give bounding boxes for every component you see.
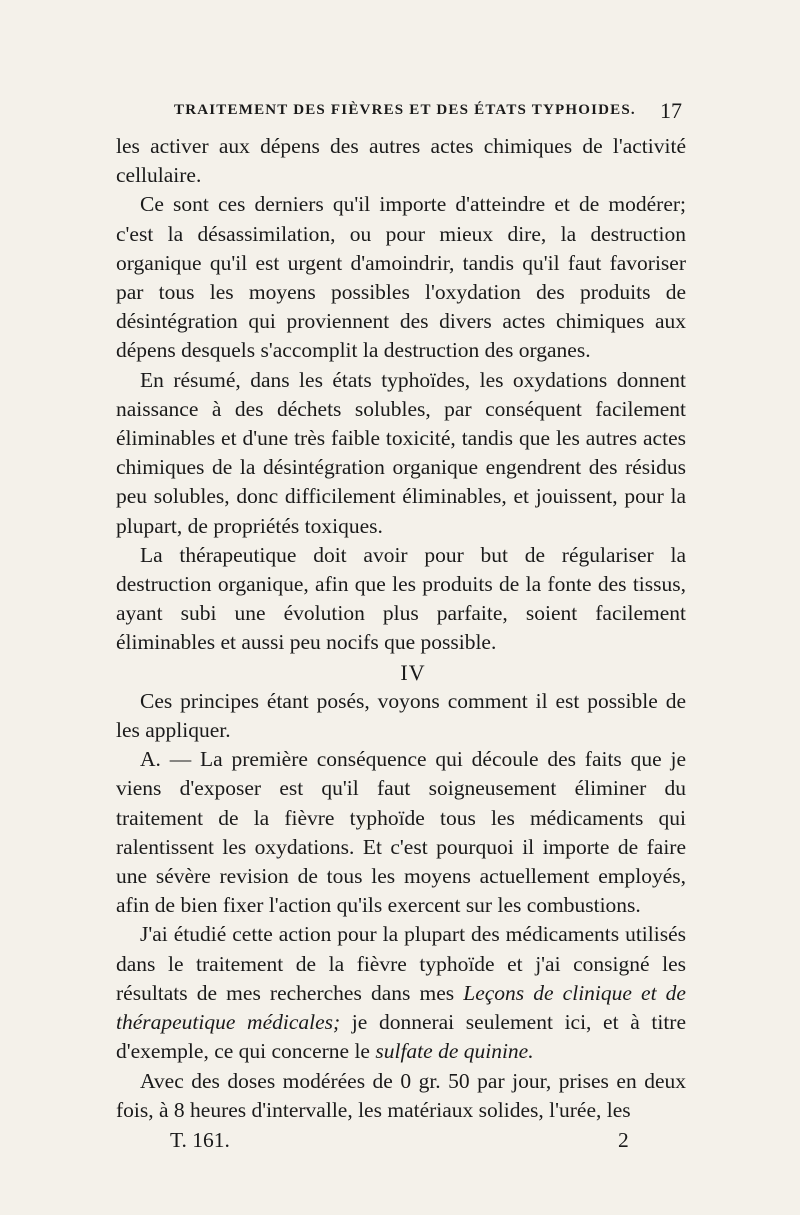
paragraph-7-part-b: je donnerai seulement ici, et à titre d'exemple, ce qui concerne le <box>116 1010 686 1064</box>
paragraph-8: Avec des doses modérées de 0 gr. 50 par jour, prises en deux fois, à 8 heures d'intervalle, les matériaux solides, l'urée, les <box>116 1068 686 1122</box>
body-text <box>116 132 686 1125</box>
drug-name-italic: sulfate de quinine. <box>375 1039 534 1064</box>
book-title-italic: Leçons de clinique et de thérapeutique médicales; <box>116 980 686 1035</box>
paragraph-1: les activer aux dépens des autres actes chimiques de l'activité cellulaire. <box>116 134 686 188</box>
paragraph-7 <box>116 920 686 1066</box>
paragraph-3: En résumé, dans les états typhoïdes, les oxydations donnent naissance à des déchets solubles, par conséquent facilement éliminables et d'une très faible toxicité, tandis que les autres actes chimiques de la désintégration organique engendrent des résidus peu solubles, donc difficilement éliminables, et jouissent, pour la plupart, de propriétés toxiques. <box>116 367 686 538</box>
paragraph-4: La thérapeutique doit avoir pour but de régulariser la destruction organique, afin que les produits de la fonte des tissus, ayant subi une évolution plus parfaite, soient facilement éliminables et aussi peu nocifs que possible. <box>116 542 686 655</box>
paragraph-2: Ce sont ces derniers qu'il importe d'atteindre et de modérer; c'est la désassimilation, ou pour mieux dire, la destruction organique qu'il est urgent d'amoindrir, tandis qu'il faut favoriser par tous les moyens possibles l'oxydation des produits de désintégration qui proviennent des divers actes chimiques aux dépens desquels s'accomplit la destruction des organes. <box>116 192 686 363</box>
paragraph-6: A. — La première conséquence qui découle des faits que je viens d'exposer est qu'il faut soigneusement éliminer du traitement de la fièvre typhoïde tous les médicaments qui ralentissent les oxydations. Et c'est pourquoi il importe de faire une sévère revision de tous les moyens actuellement employés, afin de bien fixer l'action qu'ils exercent sur les combustions. <box>116 747 686 918</box>
paragraph-5: Ces principes étant posés, voyons comment il est possible de les appliquer. <box>116 688 686 743</box>
running-head <box>116 98 686 128</box>
page-footer <box>116 1128 686 1158</box>
section-heading: IV <box>400 659 426 685</box>
footer-sheet-number: 2 <box>618 1128 629 1152</box>
running-title: TRAITEMENT DES FIÈVRES ET DES ÉTATS TYPHOIDES. <box>174 102 636 118</box>
page-number: 17 <box>660 98 682 123</box>
footer-signature: T. 161. <box>170 1128 230 1152</box>
paragraph-7-part-a: J'ai étudié cette action pour la plupart des médicaments utilisés dans le traitement de la fièvre typhoïde et j'ai consigné les résultats de mes recherches dans mes <box>116 922 686 1005</box>
